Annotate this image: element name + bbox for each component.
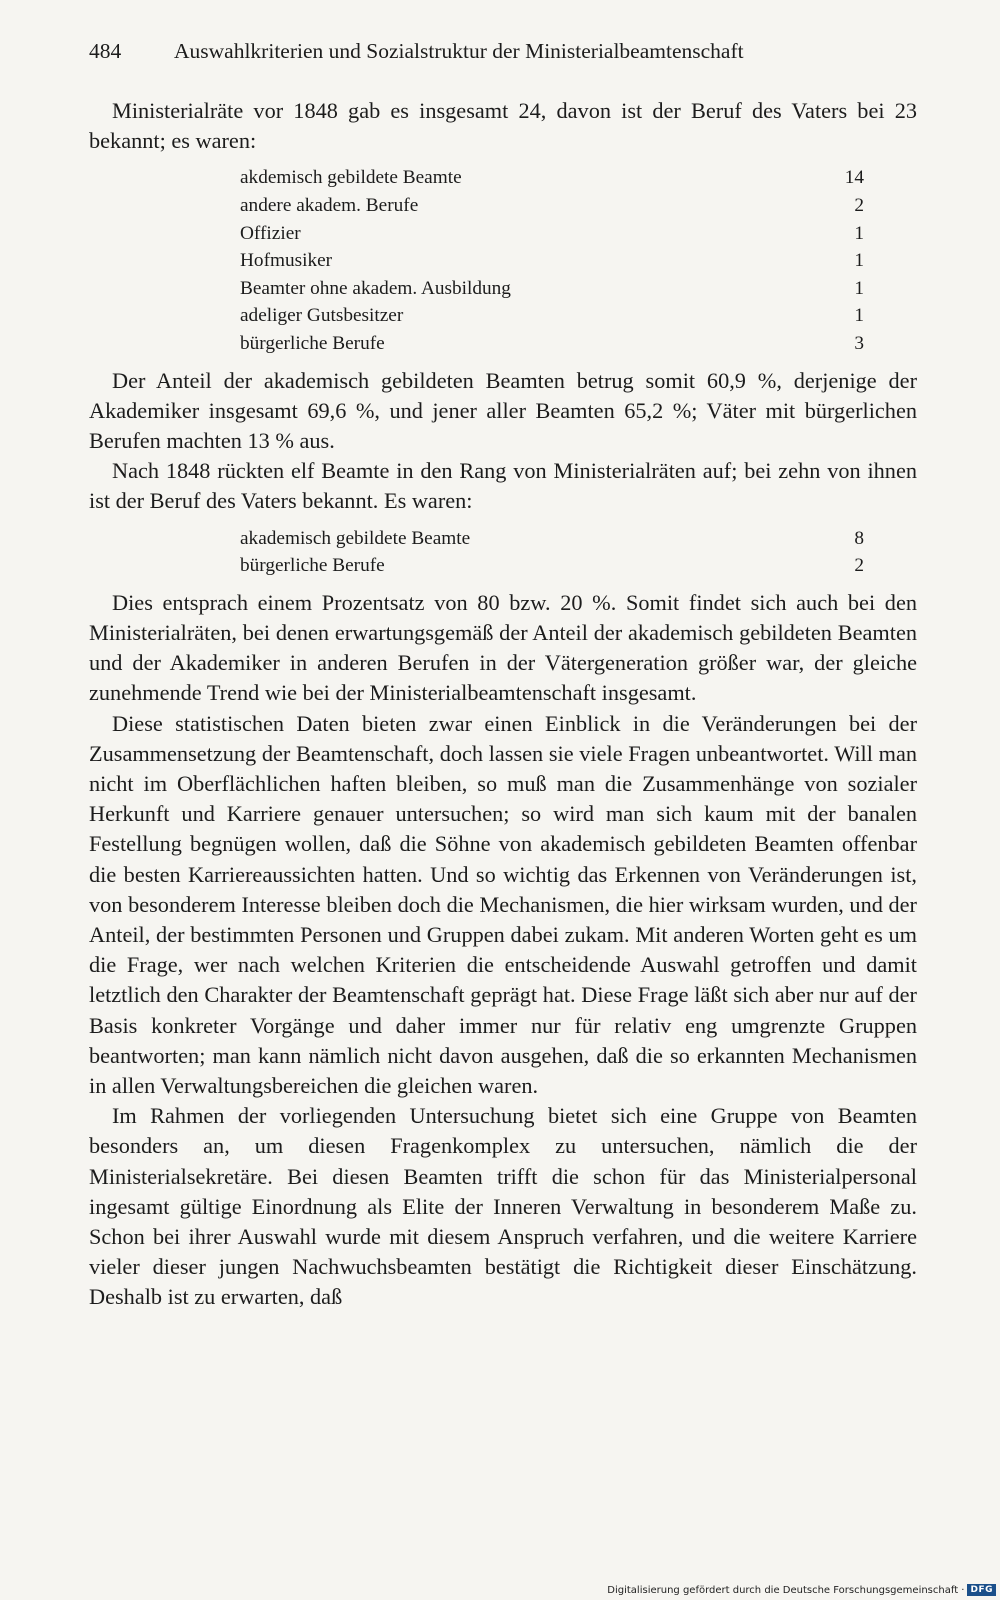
dfg-logo-icon: DFG (967, 1584, 996, 1596)
table-row (240, 192, 864, 220)
row-count: 3 (854, 332, 864, 354)
row-count: 1 (854, 222, 864, 244)
paragraph-5: Diese statistischen Daten bieten zwar einen Einblick in die Veränderungen bei der Zusammensetzung der Beamtenschaft, doch lassen sie viele Fragen unbeantwortet. Will man nicht im Oberflächlichen haften bleiben, so muß man die Zusammenhänge von sozialer Herkunft und Karriere genauer untersuchen; so wird man sich kaum mit der banalen Festellung begnügen wollen, daß die Söhne von akademisch gebildeten Beamten offenbar die besten Karriereaussichten hatten. Und so wichtig das Erkennen von Veränderungen ist, von besonderem Interesse bleiben doch die Mechanismen, die hier wirksam wurden, und der Anteil, der bestimmten Personen und Gruppen dabei zukam. Mit anderen Worten geht es um die Frage, wer nach welchen Kriterien die entscheidende Auswahl getroffen und damit letztlich den Charakter der Beamtenschaft geprägt hat. Diese Frage läßt sich aber nur auf der Basis konkreter Vorgänge und daher immer nur für relativ eng umgrenzte Gruppen beantworten; man kann nämlich nicht davon ausgehen, daß die so erkannten Mechanismen in allen Verwaltungsbereichen die gleichen waren. (89, 710, 917, 1099)
row-label: bürgerliche Berufe (240, 555, 385, 577)
page-number: 484 (89, 39, 122, 63)
running-header (89, 36, 919, 66)
row-label: adeliger Gutsbesitzer (240, 305, 404, 327)
row-count: 2 (854, 555, 864, 577)
row-count: 1 (854, 277, 864, 299)
row-label: Beamter ohne akadem. Ausbildung (240, 277, 511, 299)
paragraph-2: Der Anteil der akademisch gebildeten Beamten betrug somit 60,9 %, derjenige der Akademiker insgesamt 69,6 %, und jener aller Beamten 65,2 %; Väter mit bürgerlichen Berufen machten 13 % aus. (89, 367, 917, 453)
table-row (240, 164, 864, 192)
table-row (240, 275, 864, 303)
row-count: 14 (844, 167, 864, 189)
page-body (89, 96, 917, 1313)
row-count: 8 (854, 527, 864, 549)
table-fathers-before-1848 (240, 164, 864, 357)
table-row (240, 247, 864, 275)
footer-text: Digitalisierung gefördert durch die Deutsche Forschungsgemeinschaft · (607, 1584, 965, 1596)
table-fathers-after-1848 (240, 525, 864, 580)
table-row (240, 220, 864, 248)
digitization-footer (607, 1584, 996, 1596)
row-label: Offizier (240, 222, 301, 244)
table-row (240, 302, 864, 330)
row-label: akademisch gebildete Beamte (240, 527, 471, 549)
paragraph-3: Nach 1848 rückten elf Beamte in den Rang von Ministerialräten auf; bei zehn von ihnen ist der Beruf des Vaters bekannt. Es waren: (89, 458, 917, 514)
running-title: Auswahlkriterien und Sozialstruktur der Ministerialbeamtenschaft (174, 39, 744, 63)
row-count: 2 (854, 195, 864, 216)
row-label: akdemisch gebildete Beamte (240, 167, 462, 189)
row-count: 1 (854, 250, 864, 272)
paragraph-1: Ministerialräte vor 1848 gab es insgesamt 24, davon ist der Beruf des Vaters bei 23 bekannt; es waren: (89, 98, 917, 154)
table-row (240, 330, 864, 358)
row-label: andere akadem. Berufe (240, 195, 419, 216)
paragraph-6: Im Rahmen der vorliegenden Untersuchung bietet sich eine Gruppe von Beamten besonders an, um diesen Fragenkomplex zu untersuchen, nämlich die der Ministerialsekretäre. Bei diesen Beamten trifft die schon für das Ministerialpersonal ingesamt gültige Einordnung als Elite der Inneren Verwaltung in besonderem Maße zu. Schon bei ihrer Auswahl wurde mit diesem Anspruch verfahren, und die weitere Karriere vieler dieser jungen Nachwuchsbeamten bestätigt die Richtigkeit dieser Einschätzung. Deshalb ist zu erwarten, daß (89, 1103, 917, 1310)
row-label: bürgerliche Berufe (240, 332, 385, 354)
table-row (240, 525, 864, 553)
row-label: Hofmusiker (240, 250, 333, 272)
table-row (240, 552, 864, 580)
row-count: 1 (854, 305, 864, 327)
paragraph-4: Dies entsprach einem Prozentsatz von 80 bzw. 20 %. Somit findet sich auch bei den Ministerialräten, bei denen erwartungsgemäß der Anteil der akademisch gebildeten Beamten und der Akademiker in anderen Berufen in der Vätergeneration größer war, der gleiche zunehmende Trend wie bei der Ministerialbeamtenschaft insgesamt. (89, 589, 917, 706)
